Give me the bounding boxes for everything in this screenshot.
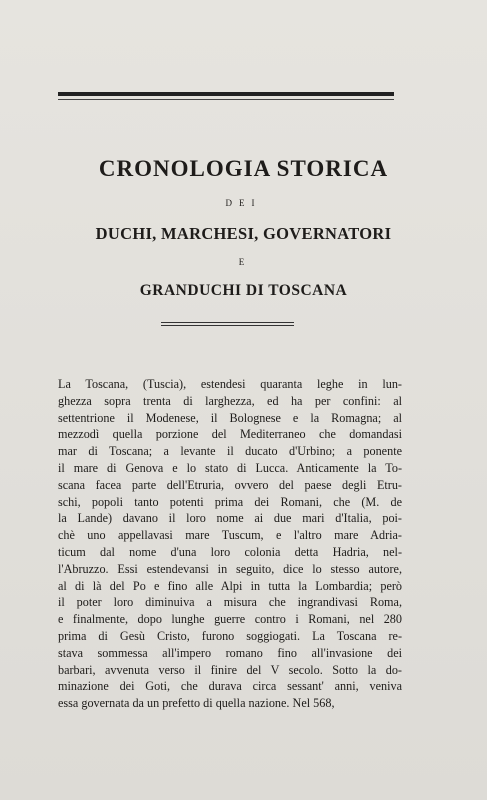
page-title: CRONOLOGIA STORICA	[98, 156, 389, 181]
body-line: stava sommessa all'impero romano fino all'invasione dei	[58, 645, 402, 660]
body-line: chè uno appellavasi mare Tuscum, e l'altro mare Adria-	[58, 528, 402, 543]
body-line: il poter loro diminuiva a misura che ingrandivasi Roma,	[58, 595, 402, 610]
body-line: ticum dal nome d'una loro colonia detta Hadria, nel-	[58, 544, 402, 559]
body-line: mezzodì quella porzione del Mediterraneo che domandasi	[58, 427, 402, 442]
subtitle-e: E	[238, 257, 249, 267]
body-line: prima di Gesù Cristo, furono soggiogati. La Toscana re-	[58, 628, 402, 643]
subtitle-main: DUCHI, MARCHESI, GOVERNATORI	[95, 224, 392, 243]
body-line: mar di Toscana; a levante il ducato d'Urbino; a ponente	[58, 444, 402, 459]
top-double-rule	[58, 92, 394, 96]
subtitle-end: GRANDUCHI DI TOSCANA	[139, 282, 348, 299]
body-line: e finalmente, dopo lunghe guerre contro i Romani, nel 280	[58, 612, 402, 627]
body-line: il mare di Genova e lo stato di Lucca. Anticamente la To-	[58, 460, 402, 475]
body-line: l'Abruzzo. Essi estendevansi in seguito, dice lo stesso autore,	[58, 561, 402, 576]
subtitle-dei: DEI	[225, 198, 262, 208]
body-line: scana facea parte dell'Etruria, ovvero del paese degli Etru-	[58, 477, 402, 492]
section-divider	[161, 322, 294, 326]
body-line: al di là del Po e fino alle Alpi in tutta la Lombardia; però	[58, 578, 402, 593]
body-paragraph	[58, 376, 402, 712]
body-line: La Toscana, (Tuscia), estendesi quaranta leghe in lun-	[58, 377, 402, 391]
body-line: settentrione il Modenese, il Bolognese e la Romagna; al	[58, 410, 402, 425]
body-line: schi, popoli tanto potenti prima dei Romani, che (M. de	[58, 494, 402, 509]
body-line: barbari, avvenuta verso il finire del V secolo. Sotto la do-	[58, 662, 402, 677]
body-line: ghezza sopra trenta di larghezza, ed ha per confini: al	[58, 393, 402, 408]
body-line: minazione dei Goti, che durava circa sessant' anni, veniva	[58, 679, 402, 694]
body-line: la Lande) davano il loro nome ai due mari d'Italia, poi-	[58, 511, 402, 526]
body-line: essa governata da un prefetto di quella nazione. Nel 568,	[58, 696, 335, 711]
